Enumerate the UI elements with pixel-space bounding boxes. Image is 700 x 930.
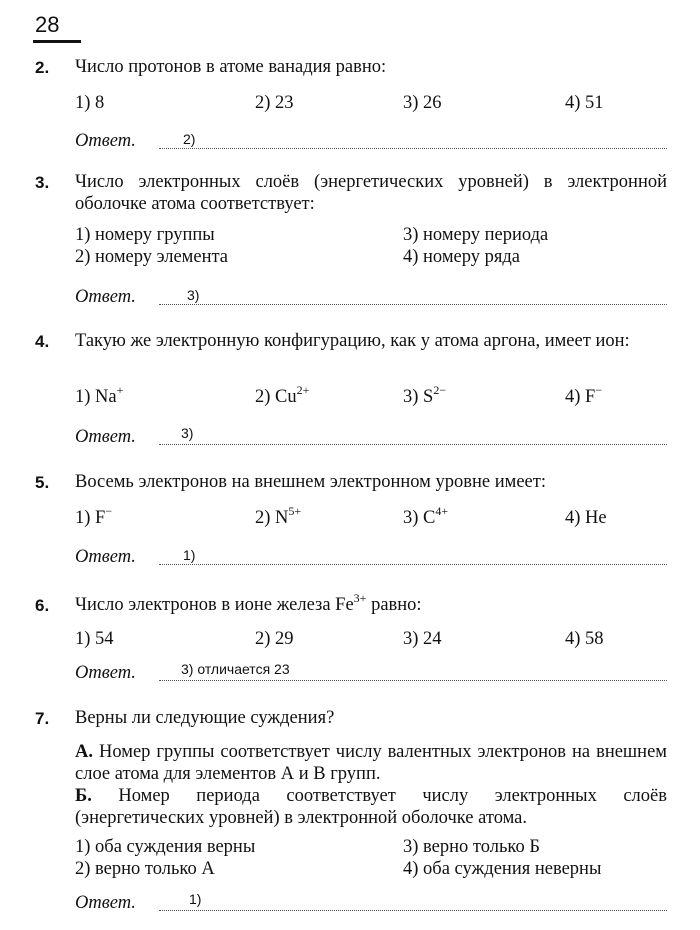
answer-field[interactable] xyxy=(75,284,667,308)
statement-a-lead: А. xyxy=(75,742,93,762)
option-3: 3) номеру периода xyxy=(403,225,549,245)
option-3: 3) 26 xyxy=(403,93,442,113)
question-number: 7. xyxy=(35,709,50,728)
question-text-part: Число электронов в ионе железа Fe xyxy=(75,595,354,615)
answer-field[interactable] xyxy=(75,544,667,568)
answer-label: Ответ. xyxy=(75,893,136,913)
option-1: 1) 8 xyxy=(75,93,105,113)
question-text xyxy=(75,590,667,616)
statement-b-lead: Б. xyxy=(75,786,92,806)
answer-line xyxy=(159,444,667,445)
option-text: 1) Na xyxy=(75,387,117,407)
option-4: 4) 51 xyxy=(565,93,604,113)
option-2: 2) номеру элемента xyxy=(75,247,229,267)
statement-a xyxy=(75,741,667,785)
answer-label: Ответ. xyxy=(75,663,136,683)
option-text: 2) N xyxy=(255,508,289,528)
page-number-rule xyxy=(33,40,81,43)
question-text: Восемь электронов на внешнем электронном уровне имеет: xyxy=(75,472,546,492)
answer-field[interactable] xyxy=(75,660,667,684)
option-4: 4) 58 xyxy=(565,629,604,649)
page-number: 28 xyxy=(35,12,60,37)
question-number: 6. xyxy=(35,596,50,615)
question-number: 3. xyxy=(35,173,50,192)
question-text: Число электронных слоёв (энергетических уровней) в электронной оболочке атома соответствует: xyxy=(75,172,667,214)
option-charge: 2− xyxy=(433,382,447,397)
option-charge: − xyxy=(595,382,603,397)
question-number: 2. xyxy=(35,58,50,77)
answer-line xyxy=(159,304,667,305)
option-charge: − xyxy=(105,503,113,518)
option-3: 3) 24 xyxy=(403,629,442,649)
option-charge: 2+ xyxy=(296,382,310,397)
option-text: 3) S xyxy=(403,387,434,407)
question-number: 5. xyxy=(35,473,50,492)
statement-b xyxy=(75,785,667,829)
statement-a-text: Номер группы соответствует числу валентных электронов на внешнем слое атома для элементов А и В групп. xyxy=(75,742,667,784)
option-text: 2) Cu xyxy=(255,387,297,407)
answer-label: Ответ. xyxy=(75,131,136,151)
option-text: 1) F xyxy=(75,508,106,528)
answer-field[interactable] xyxy=(75,128,667,152)
option-charge: + xyxy=(116,382,124,397)
answer-line xyxy=(159,148,667,149)
answer-field[interactable] xyxy=(75,424,667,448)
option-4: 4) номеру ряда xyxy=(403,247,521,267)
option-text: 4) F xyxy=(565,387,596,407)
option-1: 1) номеру группы xyxy=(75,225,215,245)
option-2: 2) 23 xyxy=(255,93,294,113)
option-4: 4) оба суждения неверны xyxy=(403,859,602,879)
answer-value: 1) xyxy=(189,891,202,907)
answer-value: 3) xyxy=(181,425,194,441)
option-4 xyxy=(565,382,603,408)
answer-value: 3) отличается 23 xyxy=(181,661,290,677)
answer-field[interactable] xyxy=(75,890,667,914)
question-text: Число протонов в атоме ванадия равно: xyxy=(75,57,387,77)
question-number: 4. xyxy=(35,332,50,351)
option-1 xyxy=(75,382,124,408)
option-text: 4) He xyxy=(565,508,607,528)
option-1 xyxy=(75,503,113,529)
option-2: 2) верно только А xyxy=(75,859,215,879)
option-charge: 4+ xyxy=(435,503,449,518)
statement-b-text: Номер периода соответствует числу электронных слоёв (энергетических уровней) в электронной оболочке атома. xyxy=(75,786,667,828)
option-3: 3) верно только Б xyxy=(403,837,540,857)
option-2 xyxy=(255,382,310,408)
question-text: Такую же электронную конфигурацию, как у атома аргона, имеет ион: xyxy=(75,331,630,351)
answer-line xyxy=(159,680,667,681)
answer-value: 2) xyxy=(183,131,196,147)
ion-charge: 3+ xyxy=(353,590,367,605)
option-3 xyxy=(403,382,447,408)
option-charge: 5+ xyxy=(288,503,302,518)
answer-value: 3) xyxy=(187,287,200,303)
answer-value: 1) xyxy=(183,547,196,563)
question-text-part: равно: xyxy=(366,595,422,615)
question-text: Верны ли следующие суждения? xyxy=(75,708,335,728)
answer-line xyxy=(159,910,667,911)
answer-line xyxy=(159,564,667,565)
answer-label: Ответ. xyxy=(75,427,136,447)
option-1: 1) оба суждения верны xyxy=(75,837,256,857)
option-1: 1) 54 xyxy=(75,629,114,649)
answer-label: Ответ. xyxy=(75,287,136,307)
option-3 xyxy=(403,503,449,529)
option-2: 2) 29 xyxy=(255,629,294,649)
answer-label: Ответ. xyxy=(75,547,136,567)
option-4 xyxy=(565,507,607,529)
option-2 xyxy=(255,503,302,529)
option-text: 3) C xyxy=(403,508,436,528)
